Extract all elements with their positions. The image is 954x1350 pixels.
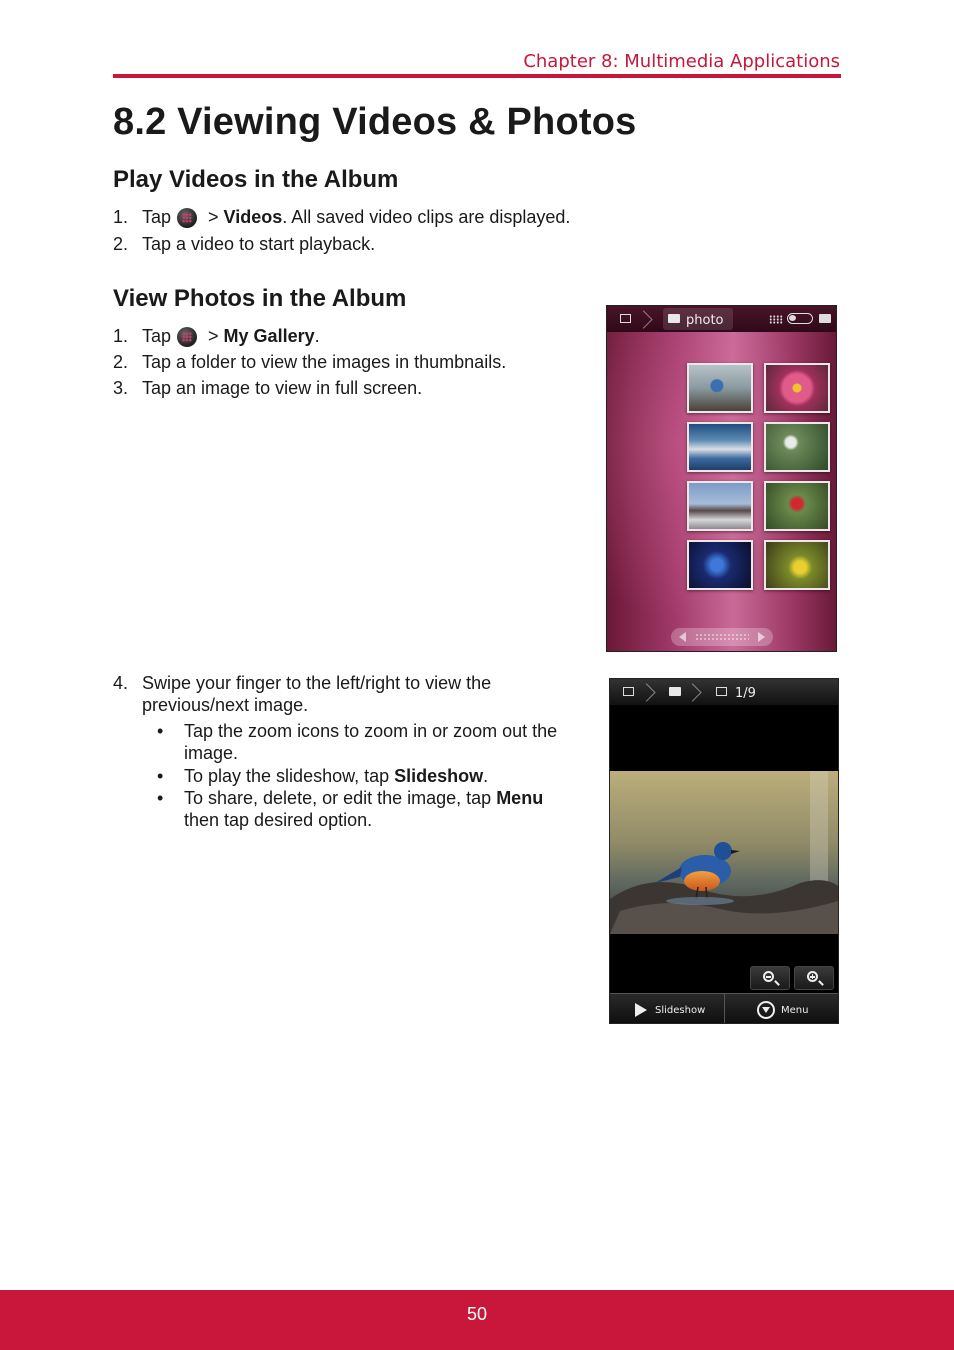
scroll-right-icon[interactable] <box>758 632 765 642</box>
menu-button[interactable] <box>725 994 838 1024</box>
step-text: Tap a folder to view the images in thumbnails. <box>142 352 507 372</box>
play-icon <box>635 1003 647 1017</box>
video-step-1 <box>113 206 570 228</box>
step-text: > <box>203 326 224 346</box>
tip-text: To play the slideshow, tap <box>184 766 395 786</box>
apps-icon <box>177 327 197 347</box>
chevron-right-icon <box>637 683 655 701</box>
thumbnail-yellow-flowers[interactable] <box>764 540 830 590</box>
viewer-topbar <box>610 679 839 705</box>
page-number: 50 <box>466 1304 488 1324</box>
tip-text: Tap the zoom icons to zoom in or zoom out the <box>184 721 558 741</box>
scroll-dots <box>695 633 749 641</box>
step-text: previous/next image. <box>142 695 309 715</box>
step-number: 4. <box>113 673 129 693</box>
gallery-screenshot <box>606 305 837 652</box>
step-text: Tap <box>142 326 172 346</box>
gallery-scrollbar[interactable] <box>671 628 773 646</box>
thumbnail-red-flower[interactable] <box>764 481 830 531</box>
chevron-right-icon <box>683 683 701 701</box>
bullet-dot: • <box>157 721 164 741</box>
picture-icon <box>623 687 634 696</box>
bird-photo <box>610 771 838 934</box>
tip-bold: Menu <box>496 788 544 808</box>
photo-step-2 <box>113 351 506 373</box>
thumbnail-lake[interactable] <box>687 422 753 472</box>
header-rule <box>113 74 841 78</box>
zoom-out-button[interactable] <box>750 966 790 990</box>
folder-icon <box>668 314 680 323</box>
section-title-play-videos: Play Videos in the Album <box>113 166 399 193</box>
gallery-topbar <box>607 306 836 332</box>
photo-step-4 <box>113 672 491 716</box>
thumbnail-flower-pink[interactable] <box>764 363 830 413</box>
zoom-in-button[interactable] <box>794 966 834 990</box>
zoom-in-icon <box>807 971 818 982</box>
step-text: . <box>314 326 320 346</box>
chapter-header: Chapter 8: Multimedia Applications <box>523 51 840 72</box>
chevron-right-icon <box>634 310 652 328</box>
step-text: > <box>203 207 224 227</box>
step-number: 3. <box>113 378 129 398</box>
zoom-out-icon <box>763 971 774 982</box>
tip-text: . <box>483 766 489 786</box>
step-text: Tap a video to start playback. <box>142 234 376 254</box>
step-text: Swipe your finger to the left/right to view the <box>142 673 492 693</box>
step-number: 1. <box>113 207 129 227</box>
folder-icon <box>669 687 681 696</box>
step-number: 1. <box>113 326 129 346</box>
grid-view-icon[interactable] <box>769 315 783 324</box>
menu-label: Menu <box>781 1005 809 1016</box>
thumbnail-night-tree[interactable] <box>687 540 753 590</box>
step-number: 2. <box>113 234 129 254</box>
slideshow-label: Slideshow <box>655 1005 706 1016</box>
thumbnail-white-flowers[interactable] <box>764 422 830 472</box>
video-step-2 <box>113 233 375 255</box>
photo-step-3 <box>113 377 422 399</box>
section-title-view-photos: View Photos in the Album <box>113 285 407 312</box>
picture-icon <box>716 687 727 696</box>
slideshow-button[interactable] <box>610 994 724 1024</box>
page-title: 8.2 Viewing Videos & Photos <box>113 101 637 143</box>
step-bold: Videos <box>223 207 283 227</box>
apps-icon <box>177 208 197 228</box>
bullet-dot: • <box>157 788 164 808</box>
thumbnail-bird[interactable] <box>687 363 753 413</box>
viewer-bottombar <box>610 993 838 1024</box>
view-toggle-icon[interactable] <box>787 313 813 324</box>
tip-text: then tap desired option. <box>184 810 373 830</box>
tip-bold: Slideshow <box>394 766 484 786</box>
scroll-left-icon[interactable] <box>679 632 686 642</box>
menu-icon <box>757 1001 775 1019</box>
bullet-dot: • <box>157 766 164 786</box>
step-text: Tap <box>142 207 172 227</box>
step-text: Tap an image to view in full screen. <box>142 378 423 398</box>
step-number: 2. <box>113 352 129 372</box>
step-text: . All saved video clips are displayed. <box>282 207 571 227</box>
viewer-screenshot <box>609 678 839 1024</box>
tip-text: To share, delete, or edit the image, tap <box>184 788 497 808</box>
thumbnail-castle[interactable] <box>687 481 753 531</box>
full-screen-photo[interactable] <box>610 771 838 934</box>
tip-text: image. <box>184 743 239 763</box>
image-counter: 1/9 <box>735 686 756 701</box>
stack-view-icon[interactable] <box>819 314 831 323</box>
folder-label: photo <box>686 313 724 328</box>
photo-step-1 <box>113 325 320 347</box>
picture-icon <box>620 314 631 323</box>
step-bold: My Gallery <box>223 326 315 346</box>
